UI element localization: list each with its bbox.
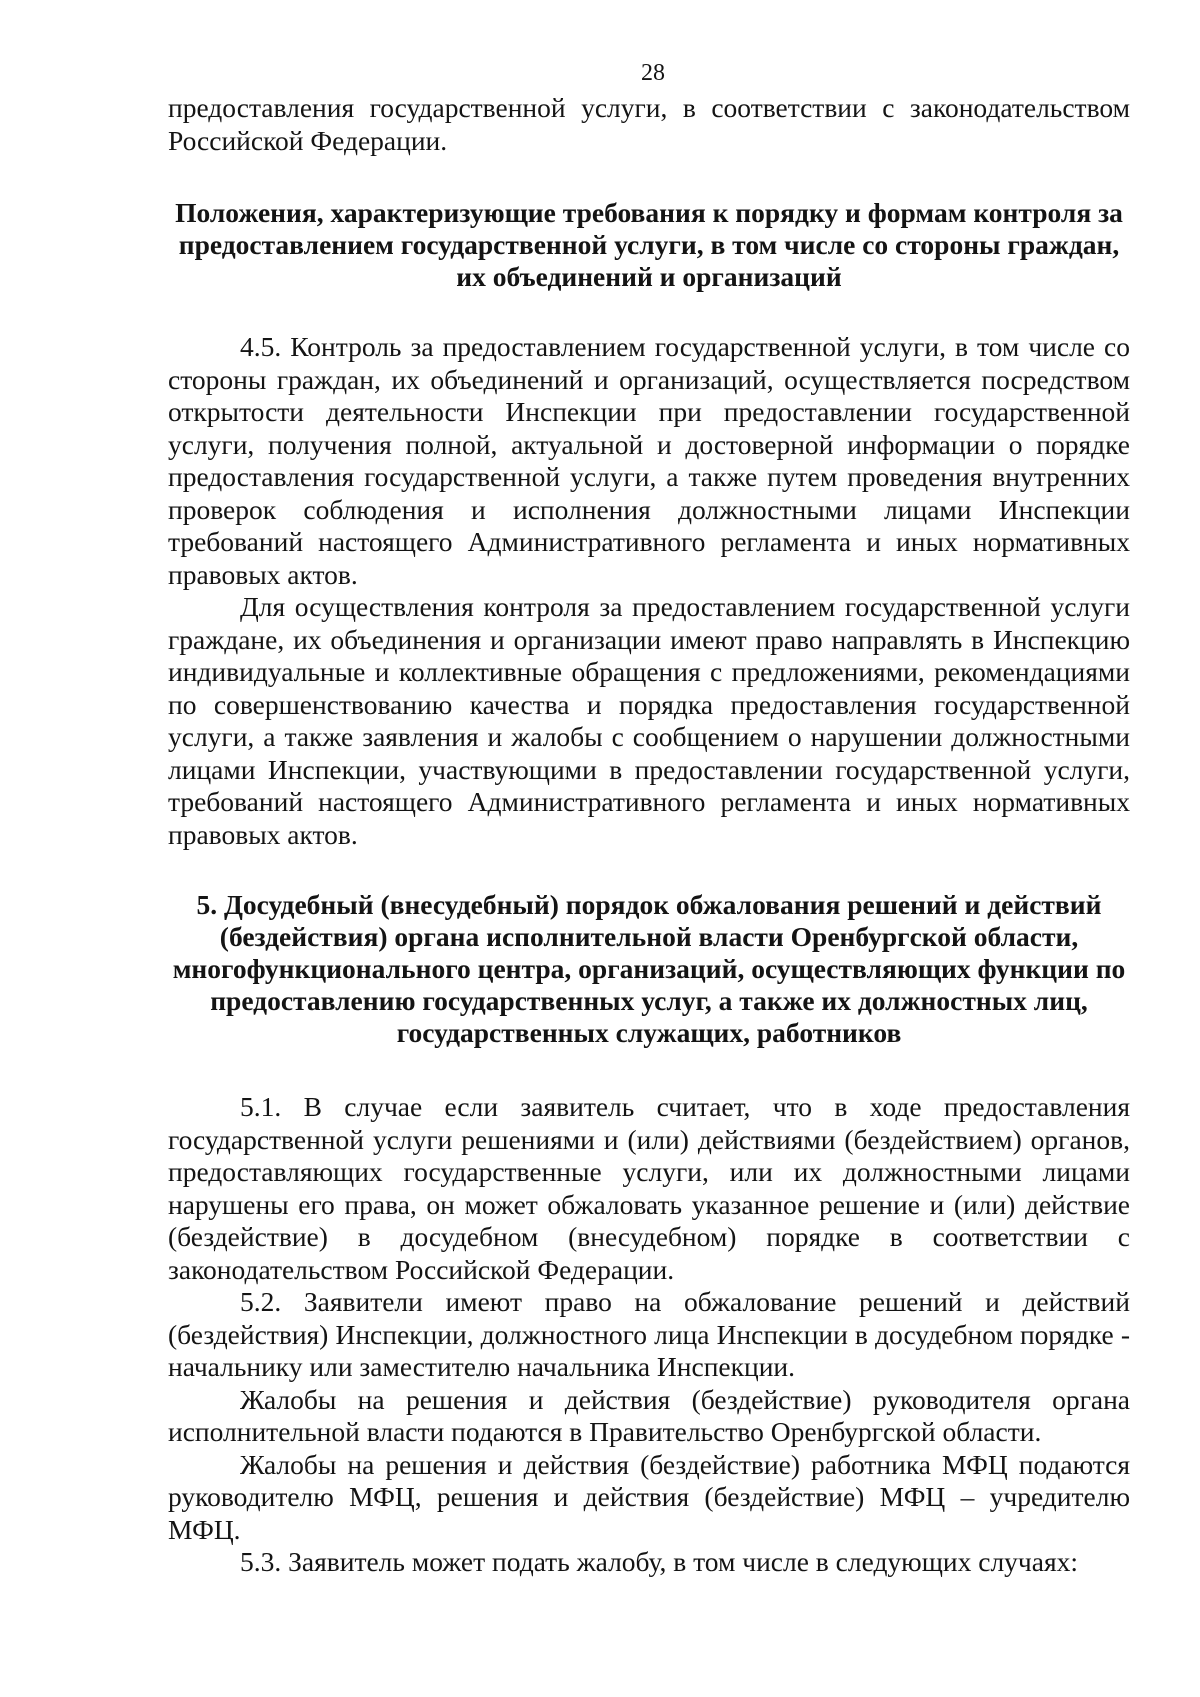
paragraph-control-citizens: Для осуществления контроля за предоставлением государственной услуги граждане, их объединения и организации имеют право направлять в Инспекцию индивидуальные и коллективные обращения с предложениями, рекомендациями по совершенствованию качества и порядка предоставления государственной услуги, а также заявления и жалобы с сообщением о нарушении должностными лицами Инспекции, участвующими в предоставлении государственной услуги, требований настоящего Административного регламента и иных нормативных правовых актов.	[168, 591, 1130, 850]
section-heading-5: 5. Досудебный (внесудебный) порядок обжалования решений и действий (бездействия) органа исполнительной власти Оренбургской области, многофункционального центра, организаций, осуществляющих функции по предоставлению государственных услуг, а также их должностных лиц, государственных служащих, работников	[172, 889, 1126, 1048]
section-heading-control: Положения, характеризующие требования к порядку и формам контроля за предоставлением государственной услуги, в том числе со стороны граждан, их объединений и организаций	[175, 197, 1123, 292]
document-page	[168, 58, 1130, 1579]
paragraph-5-1: 5.1. В случае если заявитель считает, что в ходе предоставления государственной услуги решениями и (или) действиями (бездействием) органов, предоставляющих государственные услуги, или их должностными лицами нарушены его права, он может обжаловать указанное решение и (или) действие (бездействие) в досудебном (внесудебном) порядке в соответствии с законодательством Российской Федерации.	[168, 1091, 1130, 1285]
page-number: 28	[641, 60, 665, 86]
continuation-paragraph: предоставления государственной услуги, в соответствии с законодательством Российской Федерации.	[168, 92, 1130, 156]
paragraph-complaints-head: Жалобы на решения и действия (бездействие) руководителя органа исполнительной власти подаются в Правительство Оренбургской области.	[168, 1383, 1130, 1447]
paragraph-5-3: 5.3. Заявитель может подать жалобу, в том числе в следующих случаях:	[240, 1546, 1078, 1577]
paragraph-complaints-mfc: Жалобы на решения и действия (бездействие) работника МФЦ подаются руководителю МФЦ, решения и действия (бездействие) МФЦ – учредителю МФЦ.	[168, 1448, 1130, 1545]
paragraph-4-5: 4.5. Контроль за предоставлением государственной услуги, в том числе со стороны граждан, их объединений и организаций, осуществляется посредством открытости деятельности Инспекции при предоставлении государственной услуги, получения полной, актуальной и достоверной информации о порядке предоставления государственной услуги, а также путем проведения внутренних проверок соблюдения и исполнения должностными лицами Инспекции требований настоящего Административного регламента и иных нормативных правовых актов.	[168, 331, 1130, 590]
paragraph-5-2: 5.2. Заявители имеют право на обжалование решений и действий (бездействия) Инспекции, должностного лица Инспекции в досудебном порядке - начальнику или заместителю начальника Инспекции.	[168, 1286, 1130, 1382]
